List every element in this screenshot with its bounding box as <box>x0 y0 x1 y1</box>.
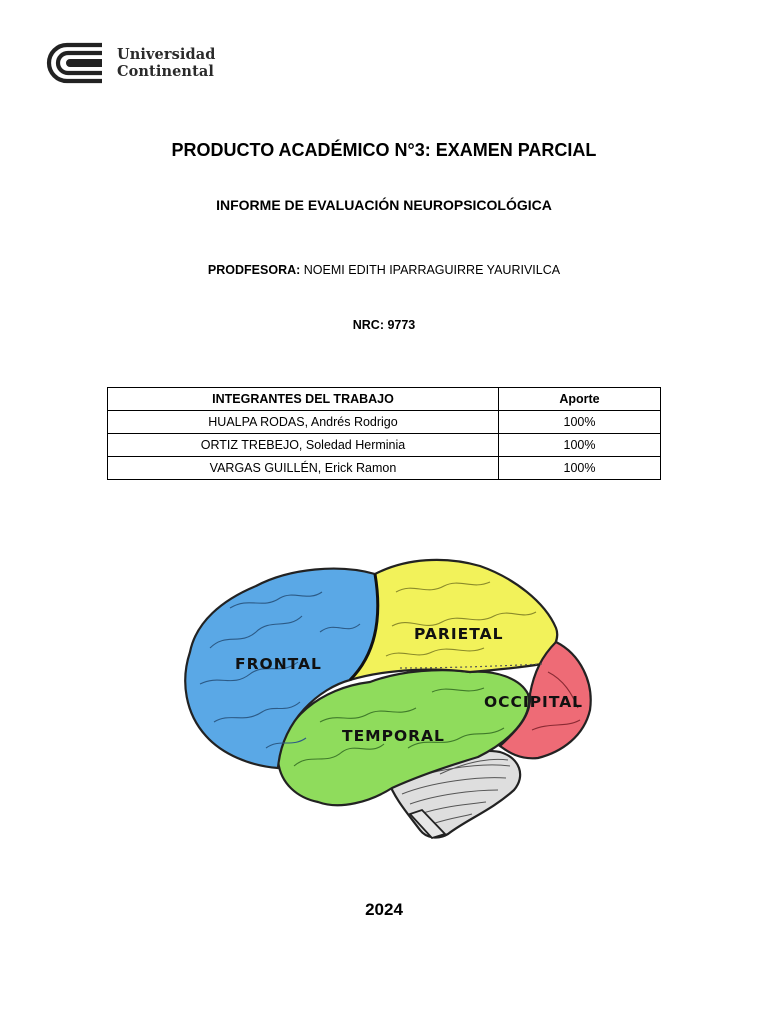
brain-lobes-illustration <box>170 552 600 842</box>
document-year: 2024 <box>365 900 403 919</box>
member-contribution: 100% <box>499 411 661 434</box>
university-logo <box>46 42 215 84</box>
table-header-contribution: Aporte <box>499 388 661 411</box>
parietal-lobe-label: PARIETAL <box>414 625 504 643</box>
parietal-lobe <box>350 560 557 680</box>
table-header-members: INTEGRANTES DEL TRABAJO <box>108 388 499 411</box>
nrc-code: NRC: 9773 <box>352 318 416 332</box>
member-name: VARGAS GUILLÉN, Erick Ramon <box>108 457 499 480</box>
member-contribution: 100% <box>499 457 661 480</box>
temporal-lobe-label: TEMPORAL <box>342 727 445 745</box>
professor-name: NOEMI EDITH IPARRAGUIRRE YAURIVILCA <box>303 263 561 277</box>
table-row <box>108 434 661 457</box>
occipital-lobe-label: OCCIPITAL <box>484 693 584 711</box>
member-name: HUALPA RODAS, Andrés Rodrigo <box>108 411 499 434</box>
document-subtitle: INFORME DE EVALUACIÓN NEUROPSICOLÓGICA <box>216 197 552 213</box>
logo-line-1: Universidad <box>117 46 216 63</box>
members-table <box>107 387 661 480</box>
member-contribution: 100% <box>499 434 661 457</box>
logo-line-2: Continental <box>117 63 214 80</box>
university-continental-emblem-icon <box>46 42 106 84</box>
table-row <box>108 411 661 434</box>
table-header-row <box>108 388 661 411</box>
table-row <box>108 457 661 480</box>
document-title: PRODUCTO ACADÉMICO N°3: EXAMEN PARCIAL <box>171 140 597 160</box>
member-name: ORTIZ TREBEJO, Soledad Herminia <box>108 434 499 457</box>
professor-line <box>0 263 768 277</box>
frontal-lobe-label: FRONTAL <box>235 655 322 673</box>
professor-label: PRODFESORA: <box>207 263 301 277</box>
